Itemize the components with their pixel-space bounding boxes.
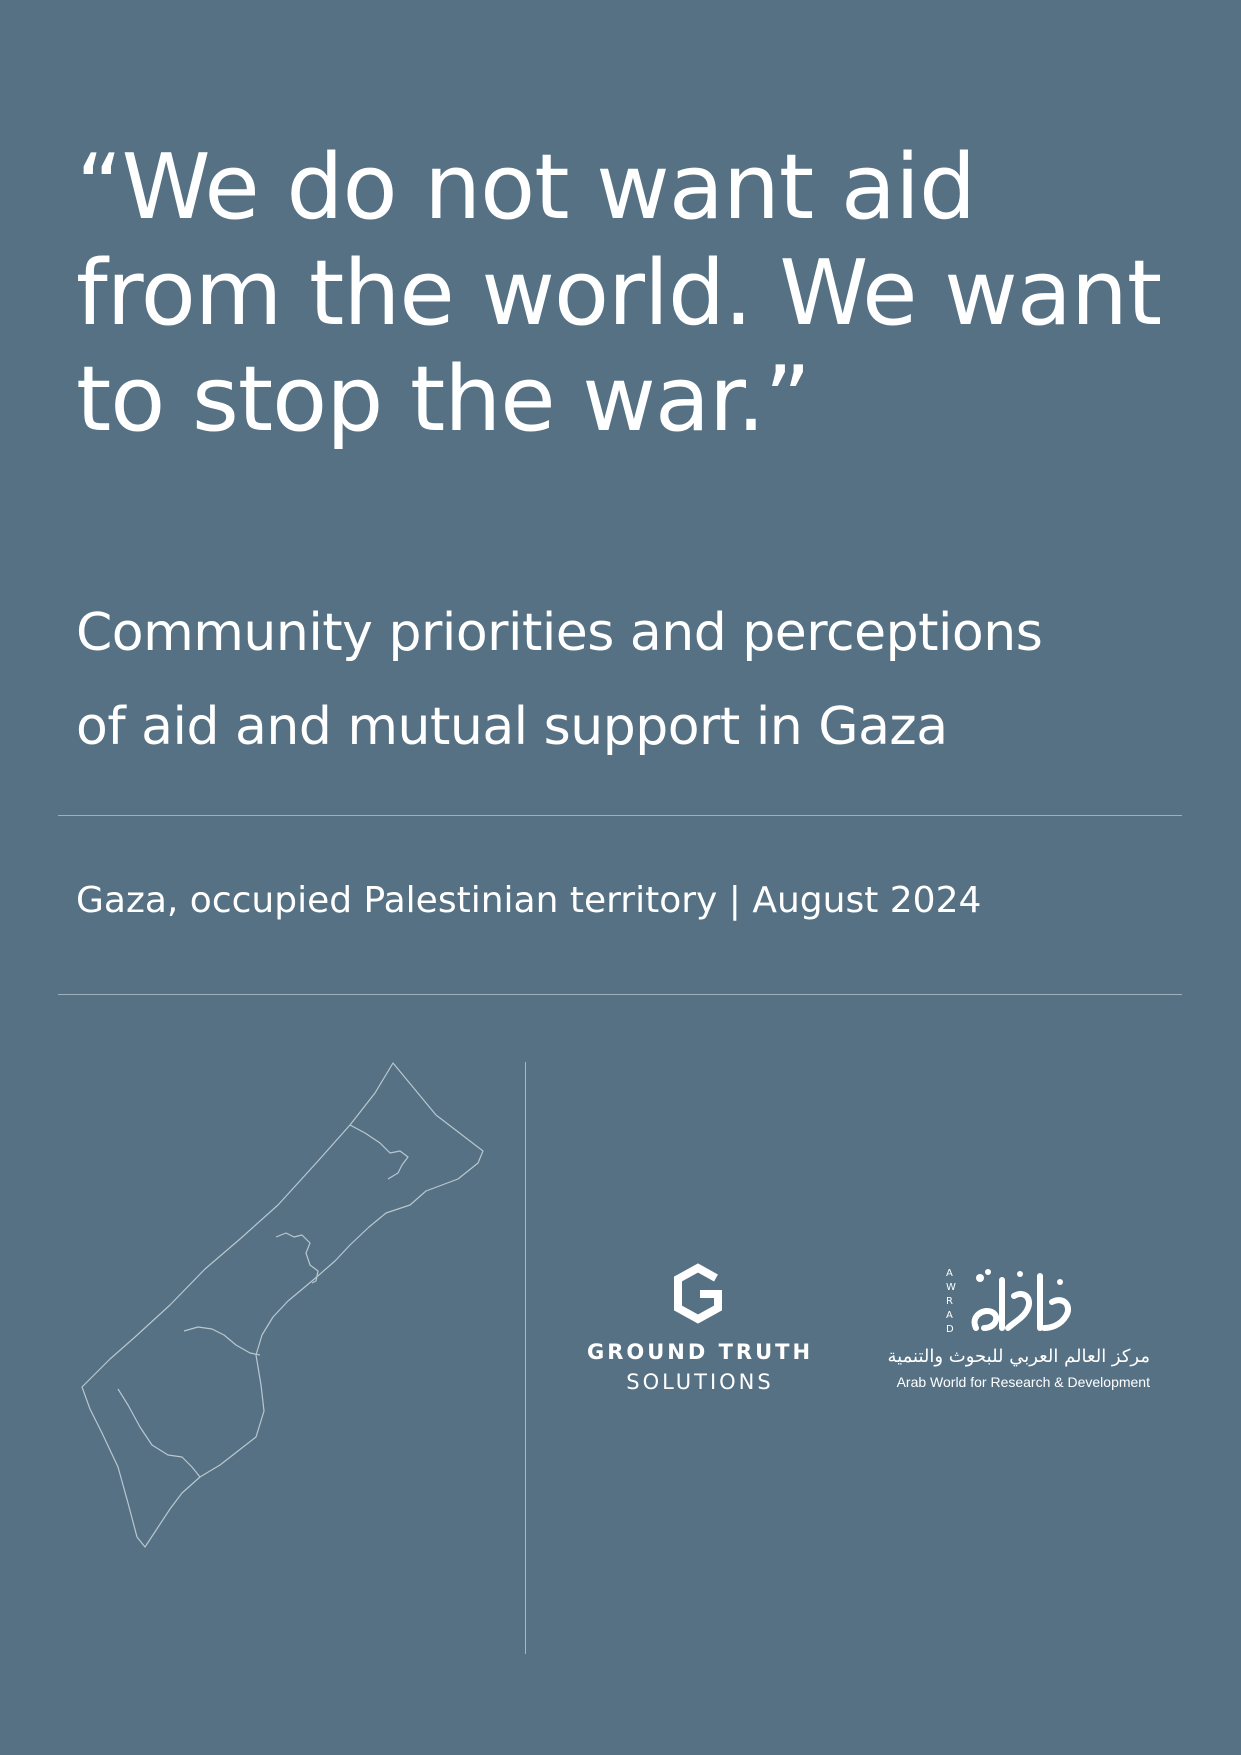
svg-text:A: A	[946, 1310, 953, 1321]
map-outer-boundary	[82, 1063, 483, 1547]
vertical-divider	[525, 1062, 526, 1654]
gaza-map-outline	[80, 1055, 500, 1565]
divider-top	[58, 815, 1182, 816]
gts-name-line1: GROUND TRUTH	[586, 1340, 814, 1364]
ground-truth-solutions-logo	[570, 1262, 830, 1402]
gts-name-line2: SOLUTIONS	[626, 1370, 774, 1394]
subtitle-line: Community priorities and perceptions	[76, 603, 1043, 663]
map-boundary-khanyounis	[118, 1389, 200, 1477]
awrad-logo	[862, 1262, 1152, 1402]
quote-line: from the world. We want	[76, 241, 1162, 346]
gts-hexagon-g-icon	[670, 1262, 726, 1326]
map-boundary-middle	[184, 1327, 260, 1355]
quote-line: to stop the war.”	[76, 347, 810, 452]
quote-line: “We do not want aid	[76, 135, 976, 240]
subtitle-line: of aid and mutual support in Gaza	[76, 697, 948, 757]
divider-bottom	[58, 994, 1182, 995]
svg-text:D: D	[946, 1324, 954, 1335]
location-date: Gaza, occupied Palestinian territory | August 2024	[76, 880, 982, 921]
cover-quote	[76, 135, 1186, 453]
awrad-english-name: Arab World for Research & Development	[896, 1374, 1150, 1390]
cover-subtitle	[76, 586, 1186, 774]
svg-text:W: W	[946, 1282, 956, 1293]
map-boundary-north	[350, 1125, 408, 1179]
awrad-arabic-name: مركز العالم العربي للبحوث والتنمية	[887, 1346, 1150, 1367]
svg-text:A: A	[946, 1268, 953, 1279]
awrad-calligraphy-logo	[940, 1262, 1080, 1338]
map-boundary-gaza	[276, 1233, 318, 1283]
svg-text:R: R	[946, 1296, 953, 1307]
